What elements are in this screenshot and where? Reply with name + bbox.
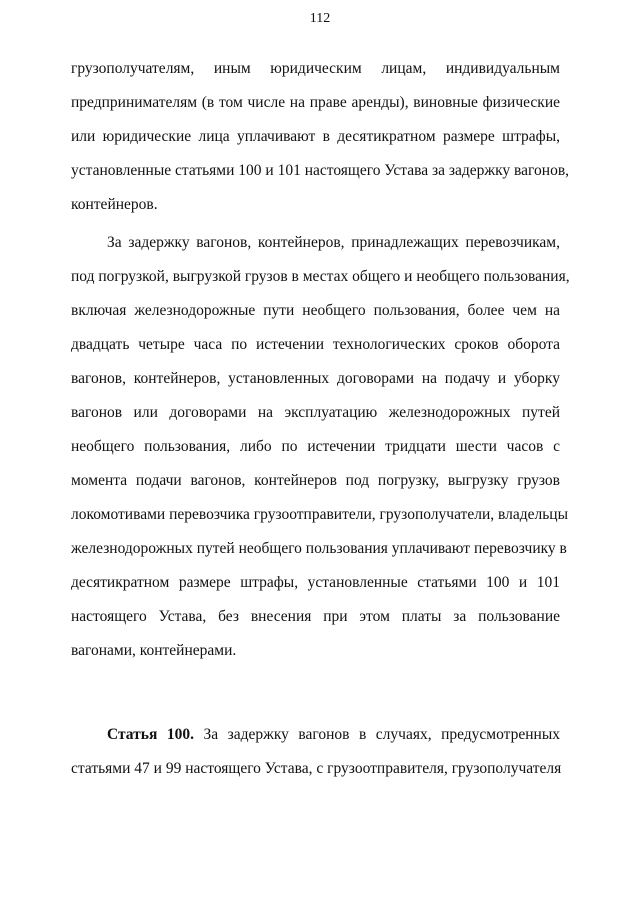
article-text: За задержку вагонов в случаях, предусмотренных <box>203 726 561 743</box>
text-line: двадцать четыре часа по истечении технологических сроков оборота <box>71 336 560 353</box>
text-line: необщего пользования, либо по истечении тридцати шести часов с <box>71 438 560 455</box>
text-line: установленные статьями 100 и 101 настоящего Устава за задержку вагонов, <box>71 162 570 179</box>
text-line: настоящего Устава, без внесения при этом платы за пользование <box>71 608 560 625</box>
article-heading: Статья 100. <box>107 726 194 743</box>
text-line: момента подачи вагонов, контейнеров под погрузку, выгрузку грузов <box>71 472 560 489</box>
text-line: или юридические лица уплачивают в десятикратном размере штрафы, <box>71 128 560 145</box>
text-line: грузополучателям, иным юридическим лицам, индивидуальным <box>71 60 560 77</box>
text-line: включая железнодорожные пути необщего пользования, более чем на <box>71 302 560 319</box>
paragraph-container-delay <box>71 226 570 668</box>
text-line: статьями 47 и 99 настоящего Устава, с грузоотправителя, грузополучателя <box>71 760 562 777</box>
article-100 <box>71 718 560 786</box>
text-line: десятикратном размере штрафы, установленные статьями 100 и 101 <box>71 574 560 591</box>
text-line: вагонами, контейнерами. <box>71 642 237 659</box>
text-line: предпринимателям (в том числе на праве аренды), виновные физические <box>71 94 560 111</box>
page-number: 112 <box>309 11 331 26</box>
paragraph-continuation <box>71 52 570 222</box>
text-line: железнодорожных путей необщего пользования уплачивают перевозчику в <box>71 540 567 557</box>
text-line: под погрузкой, выгрузкой грузов в местах общего и необщего пользования, <box>71 268 570 285</box>
text-line: вагонов, контейнеров, установленных договорами на подачу и уборку <box>71 370 560 387</box>
text-line: вагонов или договорами на эксплуатацию железнодорожных путей <box>71 404 560 421</box>
text-line: локомотивами перевозчика грузоотправители, грузополучатели, владельцы <box>71 506 568 523</box>
text-line: контейнеров. <box>71 196 158 213</box>
text-line: За задержку вагонов, контейнеров, принадлежащих перевозчикам, <box>107 234 560 251</box>
article-first-line <box>71 718 560 752</box>
